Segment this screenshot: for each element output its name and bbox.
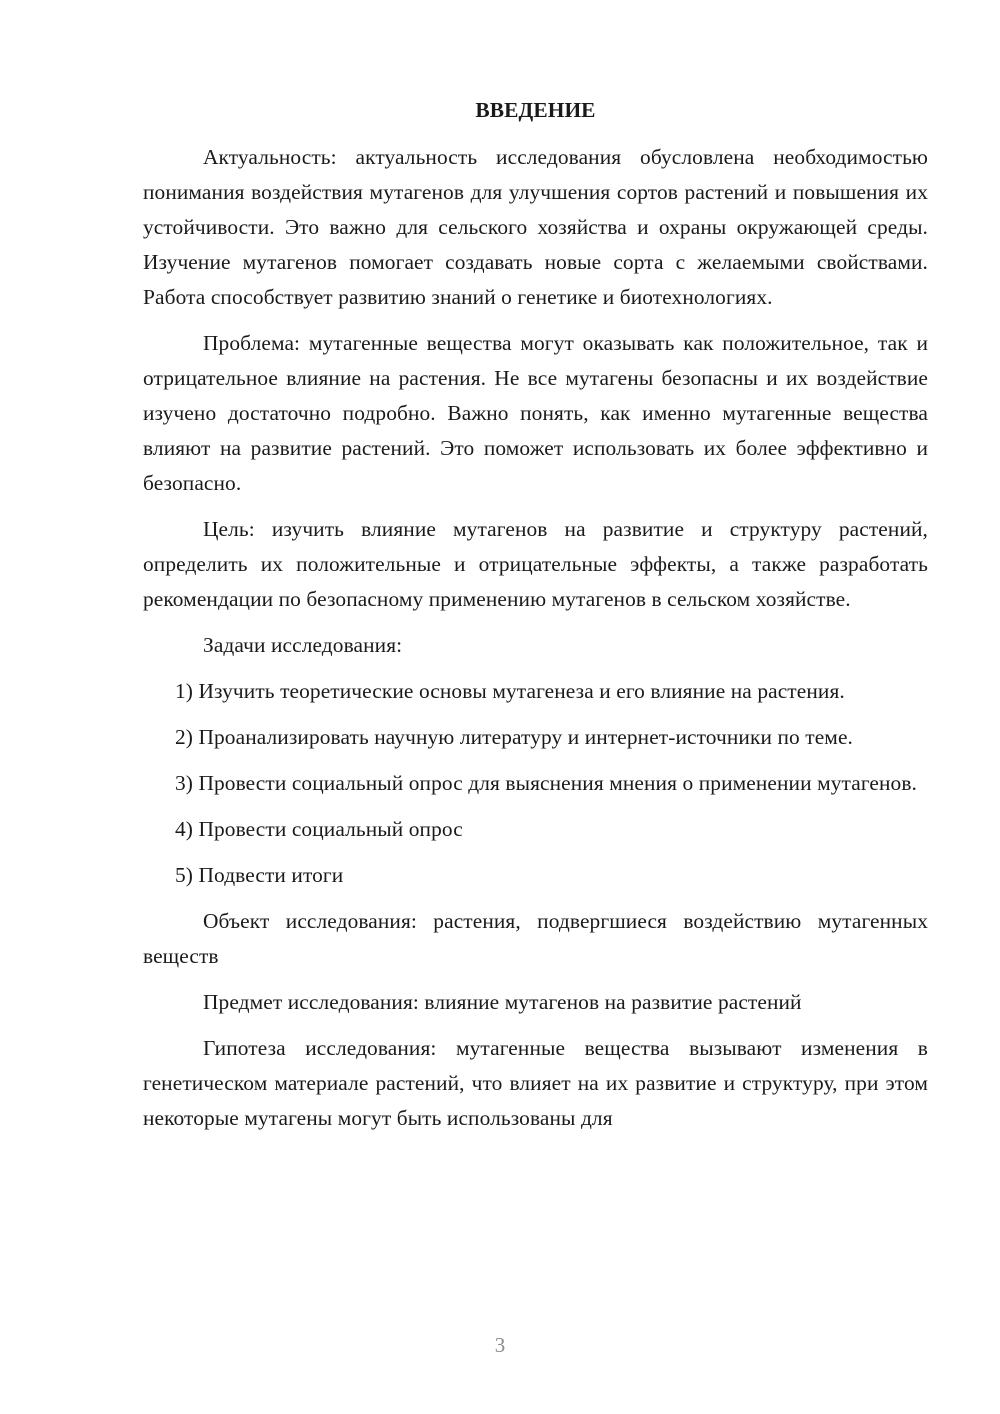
page-number: 3: [494, 1333, 506, 1357]
goal-paragraph: Цель: изучить влияние мутагенов на развитие и структуру растений, определить их положительные и отрицательные эффекты, а также разработать рекомендации по безопасному применению мутагенов в сельском хозяйстве.: [143, 517, 928, 611]
task-item-4: 4) Провести социальный опрос: [175, 817, 463, 841]
hypothesis-paragraph: Гипотеза исследования: мутагенные вещества вызывают изменения в генетическом материале растений, что влияет на их развитие и структуру, при этом некоторые мутагены могут быть использованы для: [143, 1036, 928, 1130]
tasks-heading: Задачи исследования:: [203, 633, 403, 657]
section-title: ВВЕДЕНИЕ: [475, 98, 596, 122]
object-paragraph: Объект исследования: растения, подвергшиеся воздействию мутагенных веществ: [143, 909, 928, 968]
relevance-paragraph: Актуальность: актуальность исследования обусловлена необходимостью понимания воздействия мутагенов для улучшения сортов растений и повышения их устойчивости. Это важно для сельского хозяйства и охраны окружающей среды. Изучение мутагенов помогает создавать новые сорта с желаемыми свойствами. Работа способствует развитию знаний о генетике и биотехнологиях.: [143, 145, 928, 309]
document-page: [143, 93, 928, 1136]
task-item-1: 1) Изучить теоретические основы мутагенеза и его влияние на растения.: [175, 679, 845, 703]
task-item-2: 2) Проанализировать научную литературу и интернет-источники по теме.: [175, 725, 853, 749]
task-item-3: 3) Провести социальный опрос для выяснения мнения о применении мутагенов.: [175, 771, 917, 795]
subject-paragraph: Предмет исследования: влияние мутагенов на развитие растений: [203, 990, 802, 1014]
task-item-5: 5) Подвести итоги: [175, 863, 344, 887]
problem-paragraph: Проблема: мутагенные вещества могут оказывать как положительное, так и отрицательное влияние на растения. Не все мутагены безопасны и их воздействие изучено достаточно подробно. Важно понять, как именно мутагенные вещества влияют на развитие растений. Это поможет использовать их более эффективно и безопасно.: [143, 331, 928, 495]
